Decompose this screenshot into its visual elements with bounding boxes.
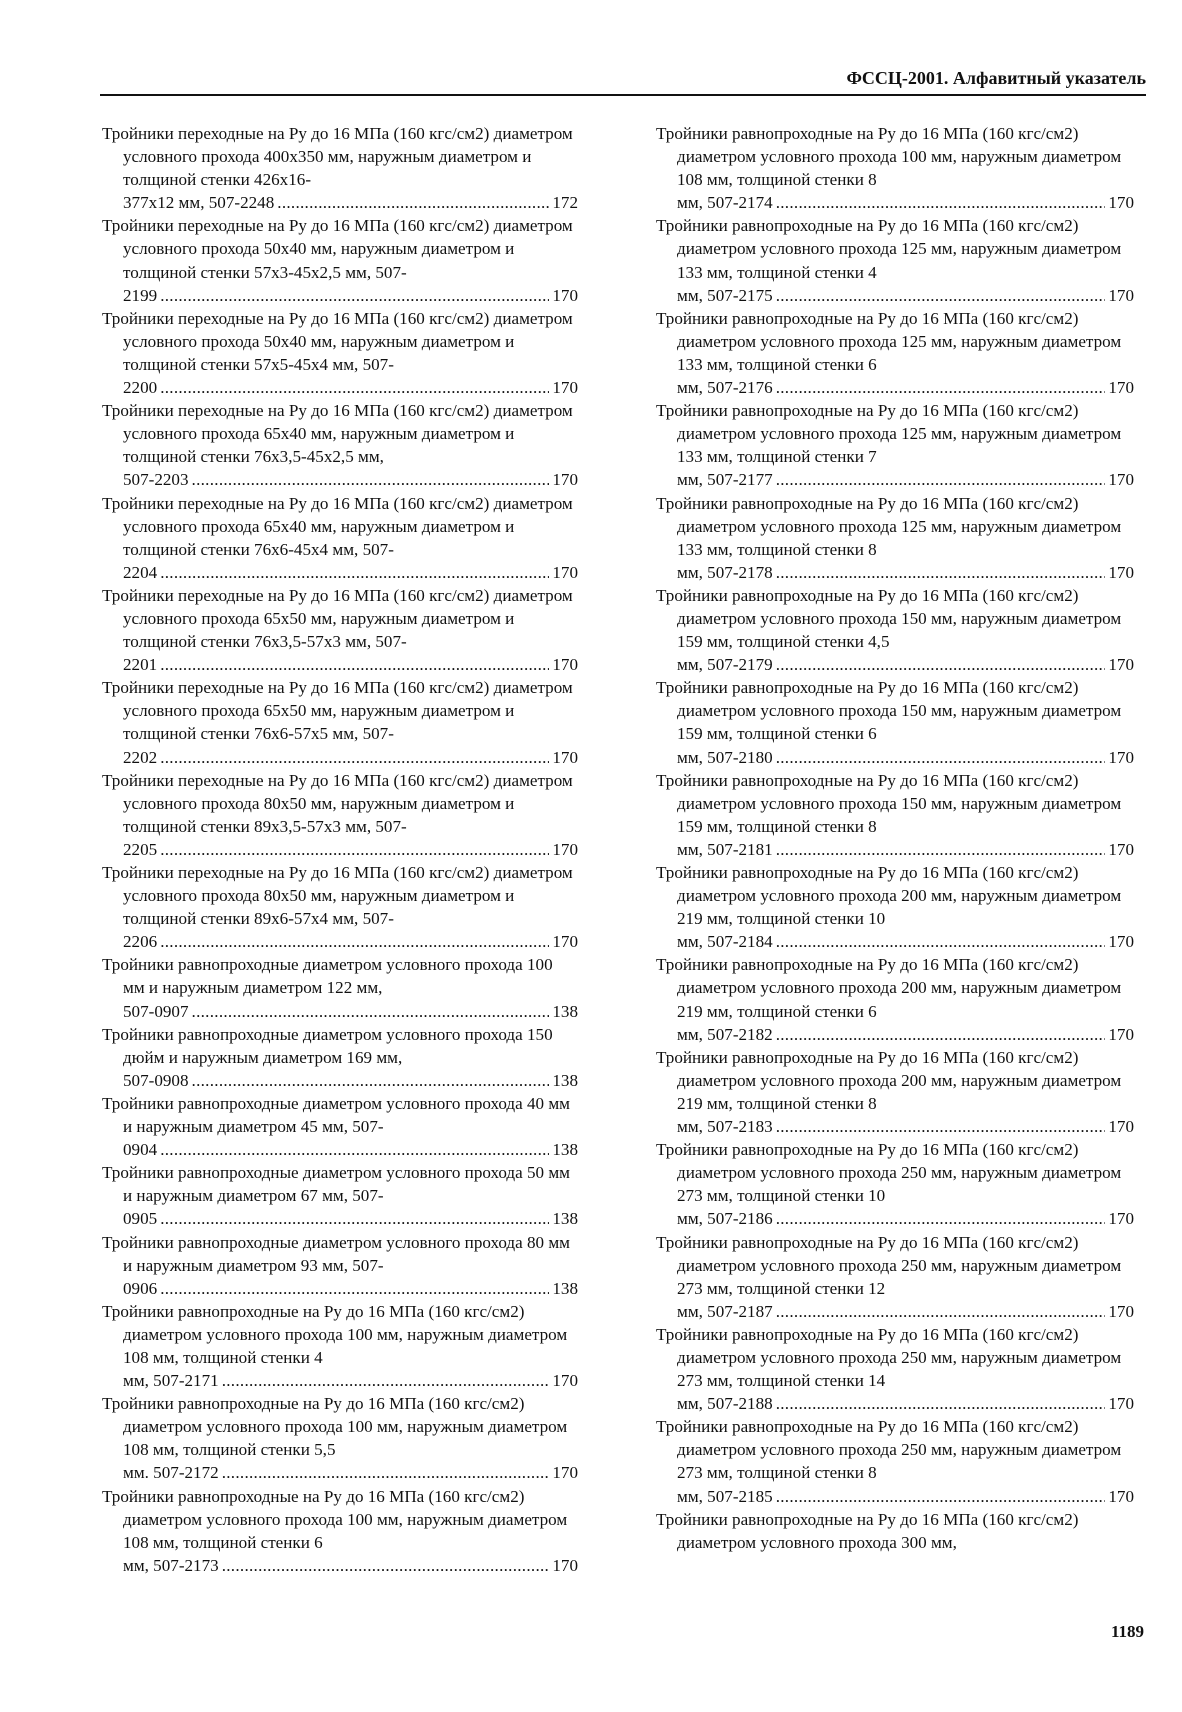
index-entry-text: Тройники равнопроходные на Ру до 16 МПа (160 кгс/см2) диаметром условного прохода 250 мм, наружным диаметром 273 мм, толщиной стенки 8 — [656, 1417, 1122, 1483]
index-entry-page: 172 — [552, 193, 578, 213]
index-entry — [102, 1092, 578, 1161]
index-entry-leader-line — [123, 561, 578, 584]
index-entry-text: Тройники равнопроходные на Ру до 16 МПа (160 кгс/см2) диаметром условного прохода 100 мм, наружным диаметром 108 мм, толщиной стенки 8 — [656, 124, 1122, 190]
index-entry-page: 138 — [552, 1070, 578, 1090]
page-number: 1189 — [1110, 1622, 1144, 1641]
dot-leader — [776, 561, 1106, 584]
index-entry-code: 2202 — [123, 747, 158, 767]
index-entry-code: 2205 — [123, 839, 158, 859]
index-entry-page: 170 — [552, 1371, 578, 1391]
index-entry-text: Тройники равнопроходные на Ру до 16 МПа (160 кгс/см2) диаметром условного прохода 125 мм, наружным диаметром 133 мм, толщиной стенки 4 — [656, 216, 1122, 282]
index-entry-code: 0905 — [123, 1209, 158, 1229]
dot-leader — [776, 1300, 1106, 1323]
dot-leader — [160, 284, 549, 307]
index-entry-text: Тройники равнопроходные на Ру до 16 МПа (160 кгс/см2) диаметром условного прохода 100 мм, наружным диаметром 108 мм, толщиной стенки 5,5 — [102, 1394, 568, 1460]
index-entry — [102, 492, 578, 584]
index-entry-page: 170 — [1108, 1209, 1134, 1229]
dot-leader — [776, 191, 1106, 214]
index-entry-code: 2206 — [123, 932, 158, 952]
index-entry-page: 170 — [1108, 562, 1134, 582]
index-entry-text: Тройники равнопроходные диаметром условного прохода 150 дюйм и наружным диаметром 169 мм, — [102, 1024, 553, 1067]
index-entry-page: 138 — [552, 1001, 578, 1021]
index-entry — [656, 399, 1134, 491]
index-entry-page: 170 — [1108, 1394, 1134, 1414]
index-entry-leader-line — [677, 1023, 1134, 1046]
index-entry-code: 507-0908 — [123, 1070, 189, 1090]
index-column-right — [656, 122, 1134, 1554]
index-entry — [656, 214, 1134, 306]
index-entry-code: мм, 507-2180 — [677, 747, 773, 767]
dot-leader — [277, 191, 549, 214]
index-entry-code: мм, 507-2188 — [677, 1394, 773, 1414]
index-entry-code: мм, 507-2179 — [677, 655, 773, 675]
index-entry-leader-line — [123, 376, 578, 399]
index-entry-code: мм, 507-2186 — [677, 1209, 773, 1229]
dot-leader — [192, 1000, 550, 1023]
index-column-left — [102, 122, 578, 1577]
index-entry-leader-line — [123, 653, 578, 676]
index-entry-text: Тройники равнопроходные на Ру до 16 МПа (160 кгс/см2) диаметром условного прохода 150 мм, наружным диаметром 159 мм, толщиной стенки 6 — [656, 678, 1122, 744]
index-entry-code: мм. 507-2172 — [123, 1463, 219, 1483]
dot-leader — [192, 468, 550, 491]
index-entry-page: 170 — [1108, 839, 1134, 859]
index-entry-page: 170 — [552, 470, 578, 490]
dot-leader — [776, 284, 1106, 307]
index-entry-text: Тройники переходные на Ру до 16 МПа (160 кгс/см2) диаметром условного прохода 65х50 мм, наружным диаметром и толщиной стенки 76х3,5-57х3 мм, 507- — [102, 585, 573, 652]
index-entry — [102, 1485, 578, 1577]
index-entry-leader-line — [677, 1300, 1134, 1323]
index-entry-code: 0904 — [123, 1140, 158, 1160]
index-entry-leader-line — [123, 468, 578, 491]
dot-leader — [160, 930, 549, 953]
index-entry-text: Тройники переходные на Ру до 16 МПа (160 кгс/см2) диаметром условного прохода 80х50 мм, наружным диаметром и толщиной стенки 89х3,5-57х3 мм, 507- — [102, 770, 573, 836]
index-entry-page: 170 — [1108, 747, 1134, 767]
index-entry-text: Тройники переходные на Ру до 16 МПа (160 кгс/см2) диаметром условного прохода 50х40 мм, наружным диаметром и толщиной стенки 57х5-45х4 мм, 507- — [102, 308, 573, 374]
index-entry-text: Тройники равнопроходные на Ру до 16 МПа (160 кгс/см2) диаметром условного прохода 250 мм, наружным диаметром 273 мм, толщиной стенки 14 — [656, 1324, 1122, 1391]
index-entry-text: Тройники переходные на Ру до 16 МПа (160 кгс/см2) диаметром условного прохода 50х40 мм, наружным диаметром и толщиной стенки 57х3-45х2,5 мм, 507- — [102, 216, 573, 282]
index-entry-leader-line — [123, 1369, 578, 1392]
index-entry-text: Тройники равнопроходные диаметром условного прохода 50 мм и наружным диаметром 67 мм, 507- — [102, 1163, 570, 1206]
index-entry-code: мм, 507-2174 — [677, 193, 773, 213]
dot-leader — [160, 746, 549, 769]
index-entry-text: Тройники равнопроходные на Ру до 16 МПа (160 кгс/см2) диаметром условного прохода 150 мм, наружным диаметром 159 мм, толщиной стенки 4,5 — [656, 585, 1122, 652]
index-entry-page: 170 — [1108, 655, 1134, 675]
index-entry-leader-line — [123, 838, 578, 861]
index-entry-leader-line — [677, 284, 1134, 307]
index-entry-page: 170 — [552, 562, 578, 582]
index-entry-leader-line — [677, 561, 1134, 584]
index-entry-text: Тройники равнопроходные диаметром условного прохода 80 мм и наружным диаметром 93 мм, 507- — [102, 1232, 570, 1275]
index-entry — [656, 584, 1134, 676]
index-entry-text: Тройники переходные на Ру до 16 МПа (160 кгс/см2) диаметром условного прохода 65х40 мм, наружным диаметром и толщиной стенки 76х3,5-45х2,5 мм, — [102, 401, 573, 467]
index-entry — [656, 1046, 1134, 1138]
index-entry-page: 138 — [552, 1140, 578, 1160]
index-entry-text: Тройники равнопроходные на Ру до 16 МПа (160 кгс/см2) диаметром условного прохода 100 мм, наружным диаметром 108 мм, толщиной стенки 4 — [102, 1301, 568, 1367]
index-entry-page: 170 — [1108, 1117, 1134, 1137]
dot-leader — [776, 1115, 1106, 1138]
index-entry-code: мм, 507-2182 — [677, 1024, 773, 1044]
index-entry — [102, 122, 578, 214]
index-entry-text: Тройники равнопроходные на Ру до 16 МПа (160 кгс/см2) диаметром условного прохода 125 мм, наружным диаметром 133 мм, толщиной стенки 8 — [656, 493, 1122, 559]
index-entry-page: 170 — [552, 655, 578, 675]
index-entry-leader-line — [123, 1554, 578, 1577]
index-entry — [656, 492, 1134, 584]
index-entry — [102, 399, 578, 491]
dot-leader — [222, 1554, 550, 1577]
index-entry-code: мм, 507-2171 — [123, 1371, 219, 1391]
dot-leader — [776, 838, 1106, 861]
index-entry — [102, 1392, 578, 1484]
index-entry — [656, 769, 1134, 861]
dot-leader — [160, 838, 549, 861]
index-entry-code: 507-0907 — [123, 1001, 189, 1021]
index-entry-leader-line — [677, 191, 1134, 214]
index-entry-code: 2201 — [123, 655, 158, 675]
index-entry-text: Тройники переходные на Ру до 16 МПа (160 кгс/см2) диаметром условного прохода 400х350 мм, наружным диаметром и толщиной стенки 426х16- — [102, 124, 573, 190]
index-entry-leader-line — [123, 1277, 578, 1300]
index-entry-text: Тройники равнопроходные диаметром условного прохода 100 мм и наружным диаметром 122 мм, — [102, 955, 553, 998]
index-entry — [656, 1231, 1134, 1323]
index-entry — [102, 214, 578, 306]
index-entry-code: мм, 507-2173 — [123, 1555, 219, 1575]
index-entry-page: 170 — [1108, 378, 1134, 398]
index-entry — [656, 861, 1134, 953]
dot-leader — [776, 376, 1106, 399]
index-entry-code: 2199 — [123, 285, 158, 305]
index-entry-page: 170 — [552, 932, 578, 952]
index-entry-text: Тройники переходные на Ру до 16 МПа (160 кгс/см2) диаметром условного прохода 80х50 мм, наружным диаметром и толщиной стенки 89х6-57х4 мм, 507- — [102, 863, 573, 929]
index-entry-page: 170 — [1108, 285, 1134, 305]
index-entry-code: мм, 507-2183 — [677, 1117, 773, 1137]
index-entry — [102, 1161, 578, 1230]
index-entry-code: мм, 507-2178 — [677, 562, 773, 582]
index-entry-leader-line — [677, 746, 1134, 769]
index-entry-page: 138 — [552, 1209, 578, 1229]
index-entry-code: мм, 507-2185 — [677, 1486, 773, 1506]
index-entry-page: 170 — [552, 747, 578, 767]
index-entry — [102, 1231, 578, 1300]
index-entry-text: Тройники равнопроходные на Ру до 16 МПа (160 кгс/см2) диаметром условного прохода 125 мм, наружным диаметром 133 мм, толщиной стенки 6 — [656, 308, 1122, 374]
dot-leader — [160, 653, 549, 676]
dot-leader — [160, 1277, 549, 1300]
index-entry-page: 170 — [1108, 932, 1134, 952]
index-entry-page: 170 — [552, 839, 578, 859]
dot-leader — [776, 746, 1106, 769]
index-entry-text: Тройники равнопроходные на Ру до 16 МПа (160 кгс/см2) диаметром условного прохода 125 мм, наружным диаметром 133 мм, толщиной стенки 7 — [656, 401, 1122, 467]
index-entry-code: 0906 — [123, 1278, 158, 1298]
index-entry — [102, 307, 578, 399]
index-entry-leader-line — [677, 1485, 1134, 1508]
dot-leader — [160, 1138, 549, 1161]
index-entry-leader-line — [677, 653, 1134, 676]
index-entry — [102, 1300, 578, 1392]
dot-leader — [222, 1369, 550, 1392]
index-entry — [656, 1323, 1134, 1415]
index-entry-leader-line — [677, 930, 1134, 953]
index-entry — [102, 861, 578, 953]
index-entry-page: 170 — [1108, 470, 1134, 490]
index-entry-leader-line — [123, 1069, 578, 1092]
dot-leader — [776, 1023, 1106, 1046]
index-entry — [656, 122, 1134, 214]
index-entry-leader-line — [677, 1392, 1134, 1415]
index-entry-text: Тройники равнопроходные на Ру до 16 МПа (160 кгс/см2) диаметром условного прохода 250 мм, наружным диаметром 273 мм, толщиной стенки 10 — [656, 1140, 1122, 1206]
index-entry-page: 138 — [552, 1278, 578, 1298]
index-entry-code: 2204 — [123, 562, 158, 582]
index-entry-leader-line — [677, 468, 1134, 491]
index-entry — [102, 1023, 578, 1092]
dot-leader — [776, 653, 1106, 676]
index-entry-leader-line — [123, 1207, 578, 1230]
header-rule — [100, 94, 1146, 96]
index-entry-code: мм, 507-2177 — [677, 470, 773, 490]
index-entry-page: 170 — [1108, 1301, 1134, 1321]
index-entry-leader-line — [123, 191, 578, 214]
index-entry-text: Тройники равнопроходные диаметром условного прохода 40 мм и наружным диаметром 45 мм, 507- — [102, 1093, 570, 1137]
index-entry — [656, 676, 1134, 768]
index-entry — [656, 1508, 1134, 1554]
index-entry-page: 170 — [1108, 1486, 1134, 1506]
index-entry-leader-line — [677, 376, 1134, 399]
index-entry — [656, 307, 1134, 399]
index-entry — [656, 953, 1134, 1045]
index-entry-leader-line — [677, 838, 1134, 861]
dot-leader — [776, 930, 1106, 953]
index-entry-page: 170 — [552, 1463, 578, 1483]
index-entry-code: 507-2203 — [123, 470, 189, 490]
index-entry-code: 377х12 мм, 507-2248 — [123, 193, 275, 213]
dot-leader — [776, 1392, 1106, 1415]
index-entry-text: Тройники равнопроходные на Ру до 16 МПа (160 кгс/см2) диаметром условного прохода 200 мм, наружным диаметром 219 мм, толщиной стенки 6 — [656, 955, 1122, 1021]
index-entry — [656, 1415, 1134, 1507]
index-entry-code: мм, 507-2187 — [677, 1301, 773, 1321]
dot-leader — [776, 468, 1106, 491]
index-entry — [102, 953, 578, 1022]
index-entry-code: мм, 507-2184 — [677, 932, 773, 952]
index-entry-leader-line — [123, 930, 578, 953]
index-entry-page: 170 — [552, 378, 578, 398]
dot-leader — [776, 1485, 1106, 1508]
index-entry-text: Тройники равнопроходные на Ру до 16 МПа (160 кгс/см2) диаметром условного прохода 200 мм, наружным диаметром 219 мм, толщиной стенки 8 — [656, 1047, 1122, 1113]
index-entry — [102, 584, 578, 676]
index-entry-code: мм, 507-2181 — [677, 839, 773, 859]
index-entry-leader-line — [123, 746, 578, 769]
index-entry-page: 170 — [1108, 193, 1134, 213]
index-entry-leader-line — [123, 1138, 578, 1161]
index-entry — [102, 769, 578, 861]
dot-leader — [160, 376, 549, 399]
index-entry-leader-line — [677, 1207, 1134, 1230]
index-entry-leader-line — [123, 1000, 578, 1023]
index-entry-text: Тройники равнопроходные на Ру до 16 МПа (160 кгс/см2) диаметром условного прохода 250 мм, наружным диаметром 273 мм, толщиной стенки 12 — [656, 1232, 1122, 1298]
index-entry-text: Тройники равнопроходные на Ру до 16 МПа (160 кгс/см2) диаметром условного прохода 300 мм, — [656, 1509, 1079, 1552]
index-entry-leader-line — [123, 284, 578, 307]
index-entry-text: Тройники равнопроходные на Ру до 16 МПа (160 кгс/см2) диаметром условного прохода 100 мм, наружным диаметром 108 мм, толщиной стенки 6 — [102, 1486, 568, 1552]
dot-leader — [192, 1069, 550, 1092]
dot-leader — [222, 1461, 550, 1484]
index-entry-code: 2200 — [123, 378, 158, 398]
dot-leader — [160, 561, 549, 584]
index-entry-page: 170 — [552, 1555, 578, 1575]
index-entry-text: Тройники переходные на Ру до 16 МПа (160 кгс/см2) диаметром условного прохода 65х50 мм, наружным диаметром и толщиной стенки 76х6-57х5 мм, 507- — [102, 678, 573, 744]
index-entry-text: Тройники переходные на Ру до 16 МПа (160 кгс/см2) диаметром условного прохода 65х40 мм, наружным диаметром и толщиной стенки 76х6-45х4 мм, 507- — [102, 493, 573, 559]
index-entry-leader-line — [677, 1115, 1134, 1138]
index-entry-text: Тройники равнопроходные на Ру до 16 МПа (160 кгс/см2) диаметром условного прохода 200 мм, наружным диаметром 219 мм, толщиной стенки 10 — [656, 863, 1122, 929]
dot-leader — [776, 1207, 1106, 1230]
index-entry-text: Тройники равнопроходные на Ру до 16 МПа (160 кгс/см2) диаметром условного прохода 150 мм, наружным диаметром 159 мм, толщиной стенки 8 — [656, 770, 1122, 836]
index-entry-page: 170 — [552, 285, 578, 305]
index-entry-page: 170 — [1108, 1024, 1134, 1044]
index-entry — [656, 1138, 1134, 1230]
index-entry-code: мм, 507-2176 — [677, 378, 773, 398]
index-entry-leader-line — [123, 1461, 578, 1484]
running-header: ФССЦ-2001. Алфавитный указатель — [846, 68, 1146, 88]
index-entry-code: мм, 507-2175 — [677, 285, 773, 305]
index-entry — [102, 676, 578, 768]
dot-leader — [160, 1207, 549, 1230]
